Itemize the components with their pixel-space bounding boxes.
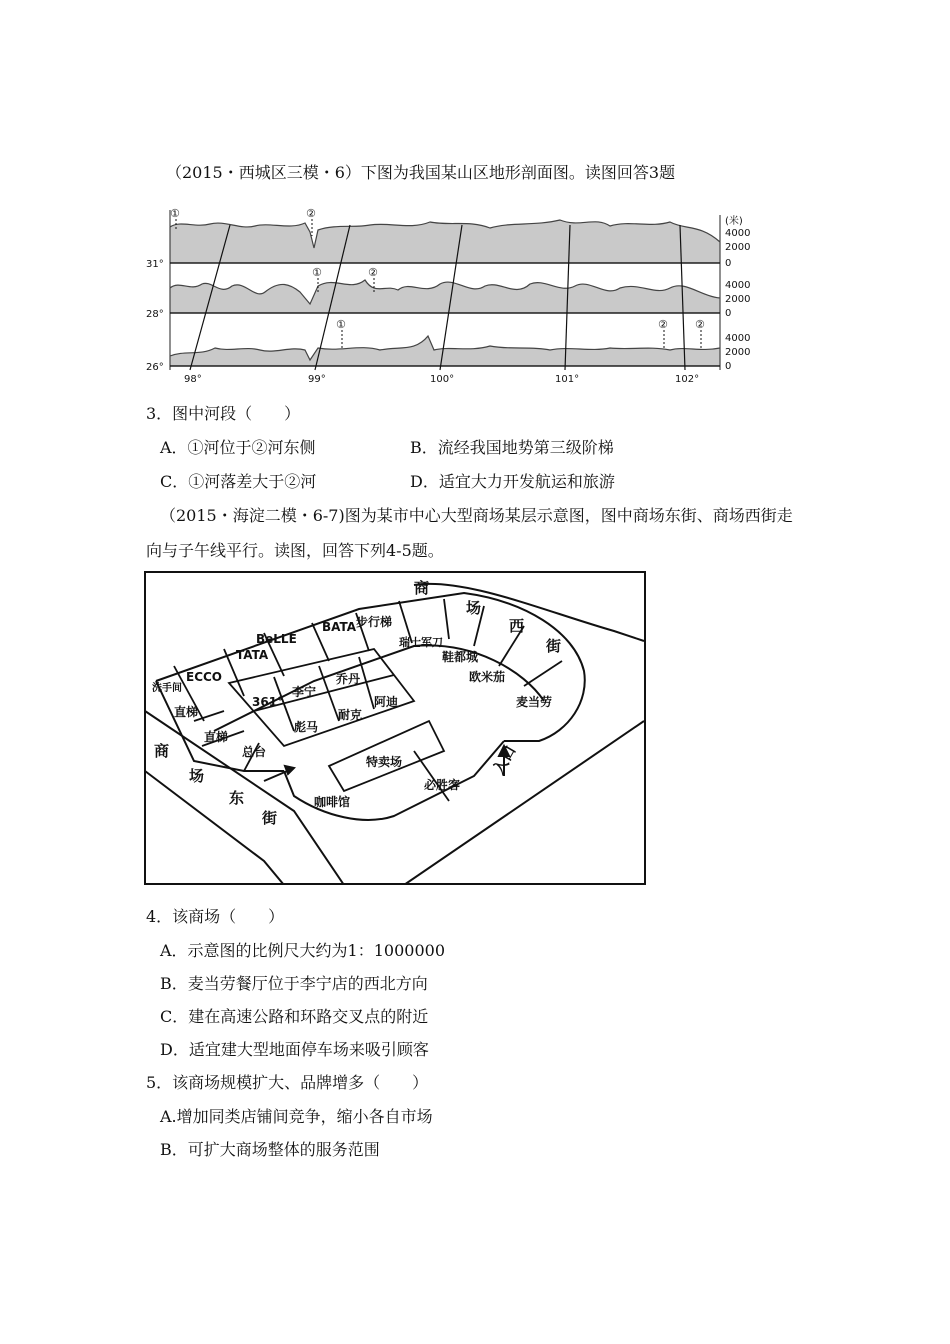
store-elevator: 直梯 [174,705,199,719]
q4-option-c: C．建在高速公路和环路交叉点的附近 [160,1007,429,1026]
q4-option-a: A．示意图的比例尺大约为1：1000000 [160,941,445,960]
east-street-label: 街 [262,809,278,827]
lon-label: 102° [675,374,700,385]
svg-text:2000: 2000 [725,294,751,305]
store-cafe: 咖啡馆 [314,795,351,809]
entrance-label: 入口 [489,742,520,778]
east-street-label: 商 [154,742,170,760]
store-mcd: 麦当劳 [516,695,553,709]
store-lining: 李宁 [292,685,317,699]
lat-label: 31° [146,259,164,270]
svg-text:0: 0 [725,361,732,372]
svg-text:4000: 4000 [725,280,751,291]
svg-text:0: 0 [725,258,732,269]
store-escalator: 步行梯 [356,615,393,629]
unit-label: (米) [725,216,743,227]
svg-text:0: 0 [725,308,732,319]
store-bata: BATA [322,620,357,634]
store-puma: 彪马 [294,720,319,734]
q3-option-b: B．流经我国地势第三级阶梯 [410,438,614,457]
q45-intro-line1: （2015・海淀二模・6-7)图为某市中心大型商场某层示意图，图中商场东街、商场西街走 [160,506,793,525]
east-street-label: 东 [229,789,245,807]
river-marker: ② [695,318,705,331]
q5-option-a: A.增加同类店铺间竞争，缩小各自市场 [160,1107,433,1126]
store-tata: TATA [236,648,269,662]
west-street-label: 街 [546,637,562,655]
store-omega: 欧米茄 [469,670,506,684]
river-marker: ② [658,318,668,331]
q3-option-c: C．①河落差大于②河 [160,472,317,491]
q3-intro: （2015・西城区三模・6）下图为我国某山区地形剖面图。读图回答3题 [166,163,676,182]
svg-text:2000: 2000 [725,242,751,253]
svg-text:4000: 4000 [725,228,751,239]
q4-option-b: B．麦当劳餐厅位于李宁店的西北方向 [160,974,428,993]
svg-text:4000: 4000 [725,333,751,344]
q5-stem: 5．该商场规模扩大、品牌增多（ ） [146,1073,429,1092]
store-ad: 阿迪 [374,695,399,709]
mall-floor-map [144,571,646,885]
lon-label: 98° [184,374,202,385]
q3-option-d: D．适宜大力开发航运和旅游 [410,472,615,491]
svg-text:2000: 2000 [725,347,751,358]
q4-stem: 4．该商场（ ） [146,907,285,926]
river-marker: ① [170,207,180,220]
store-elevator: 直梯 [204,730,229,744]
q3-option-a: A．①河位于②河东侧 [160,438,316,457]
store-service: 总台 [242,745,267,759]
store-nike: 耐克 [338,708,363,722]
west-street-label: 西 [509,617,525,635]
lon-label: 100° [430,374,455,385]
lat-label: 28° [146,309,164,320]
terrain-profile-figure [140,200,760,385]
store-shoe-city: 鞋都城 [442,650,479,664]
west-street-label: 场 [466,599,482,617]
q5-option-b: B．可扩大商场整体的服务范围 [160,1140,380,1159]
q3-stem: 3．图中河段（ ） [146,404,301,423]
lon-label: 101° [555,374,580,385]
west-street-label: 商 [414,579,430,597]
lon-label: 99° [308,374,326,385]
store-ecco: ECCO [186,670,223,684]
q45-intro-line2: 向与子午线平行。读图，回答下列4-5题。 [146,541,444,560]
river-marker: ① [312,266,322,279]
store-special: 特卖场 [366,755,403,769]
store-belle: BeLLE [256,632,297,646]
river-marker: ② [368,266,378,279]
east-street-label: 场 [189,767,205,785]
lat-label: 26° [146,362,164,373]
river-marker: ② [306,207,316,220]
store-washroom: 洗手间 [152,683,182,694]
store-swiss: 瑞士军刀 [399,636,443,649]
q4-option-d: D．适宜建大型地面停车场来吸引顾客 [160,1040,429,1059]
store-361: 361° [252,695,284,709]
store-qiaodan: 乔丹 [336,672,361,686]
river-marker: ① [336,318,346,331]
store-pizza: 必胜客 [424,778,461,792]
